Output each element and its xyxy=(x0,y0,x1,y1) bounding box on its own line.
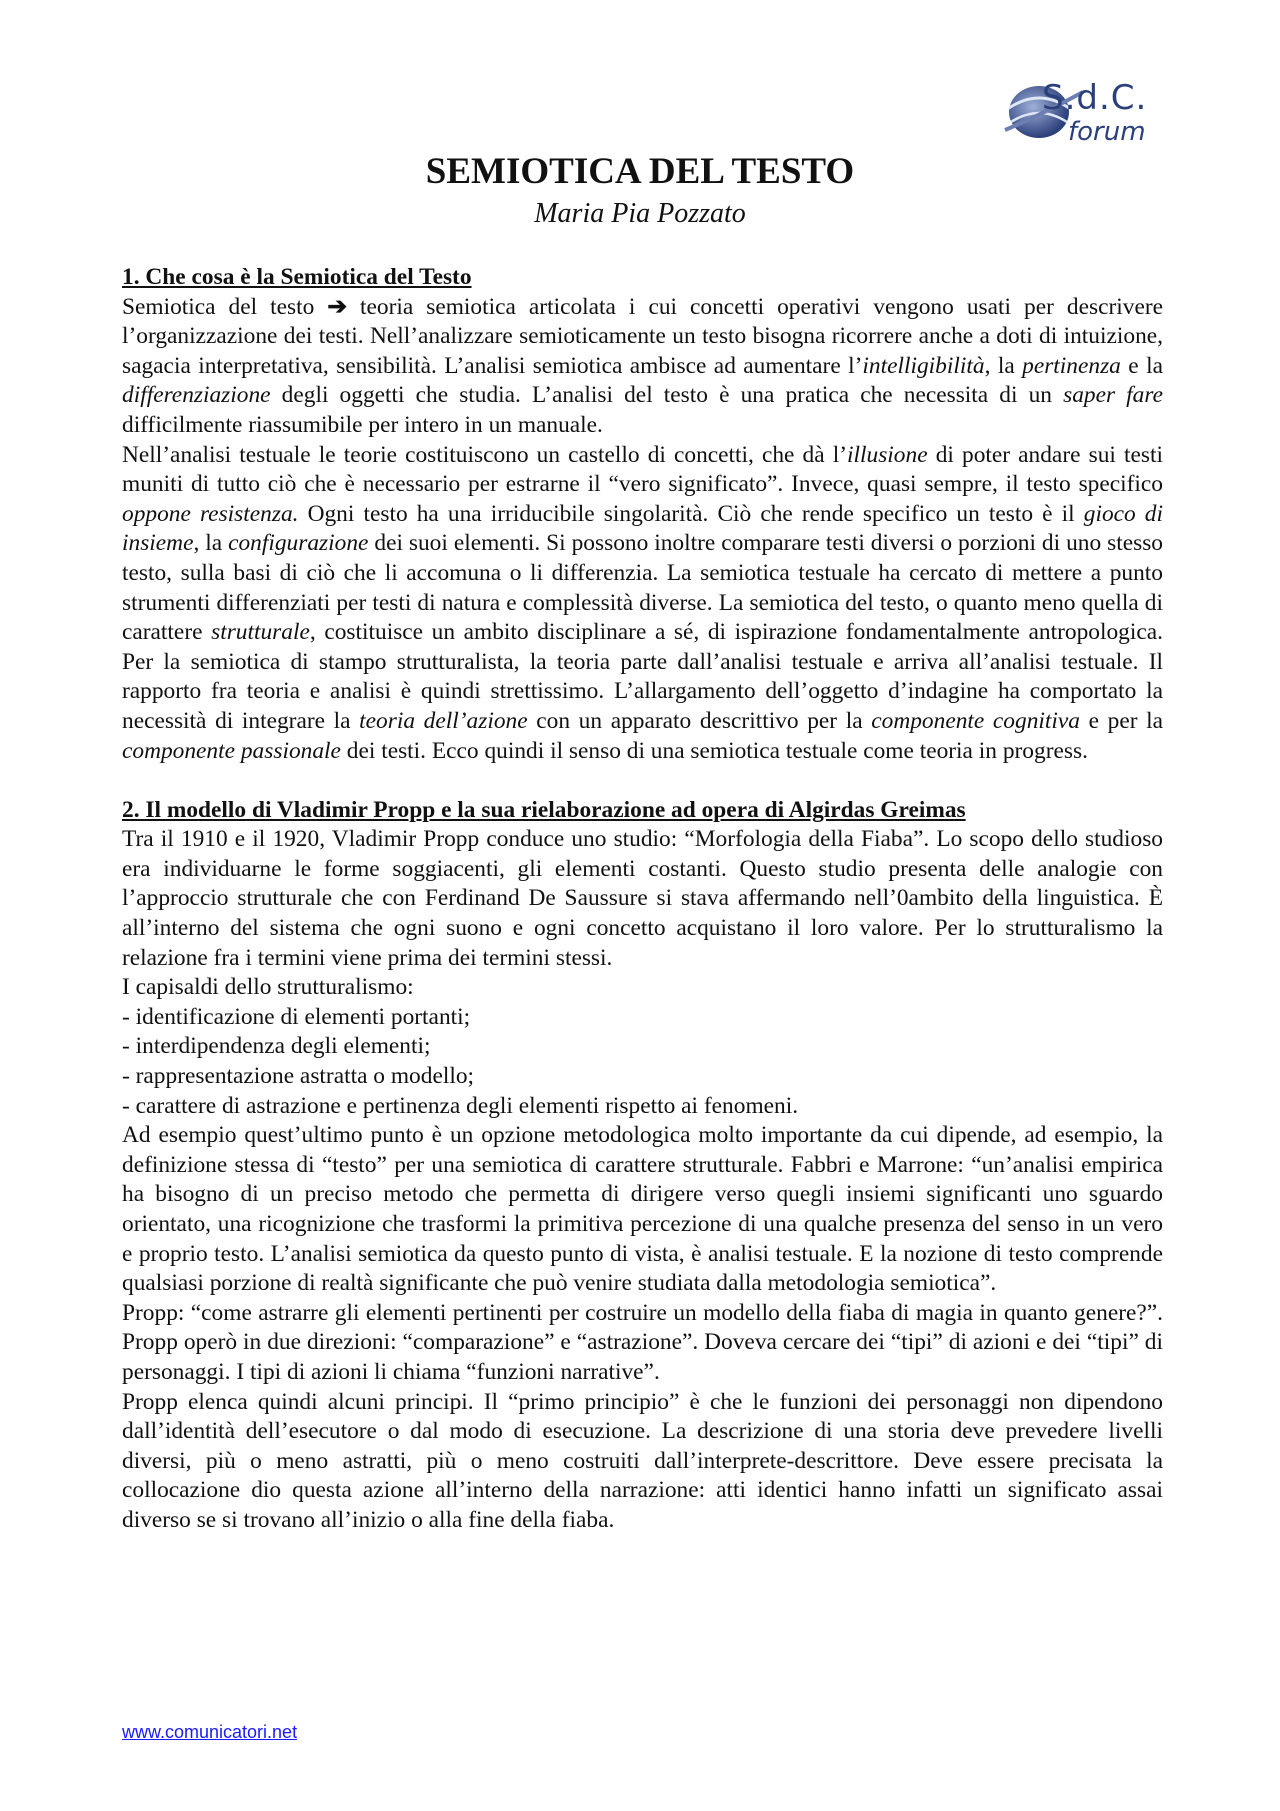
section-1-heading: 1. Che cosa è la Semiotica del Testo xyxy=(122,264,472,290)
author-name: Maria Pia Pozzato xyxy=(534,198,746,229)
list-item: - identificazione di elementi portanti; xyxy=(122,1003,471,1030)
list-item: - interdipendenza degli elementi; xyxy=(122,1033,431,1060)
section-2-paragraph-3: Propp: “come astrarre gli elementi pertinenti per costruire un modello della fiaba di magia in quanto genere?”. Propp operò in due direzioni: “comparazione” e “astrazione”. Doveva cercare dei “tipi” di azioni e dei “tipi” di personaggi. I tipi di azioni li chiama “funzioni narrative”. xyxy=(122,1299,1163,1385)
section-gap xyxy=(122,766,1163,796)
section-2-paragraph-1: Tra il 1910 e il 1920, Vladimir Propp conduce uno studio: “Morfologia della Fiaba”. Lo scopo dello studioso era individuarne le forme soggiacenti, gli elementi costanti. Questo studio presenta delle analogie con l’approccio strutturale che con Ferdinand De Saussure si stava affermando nell’0ambito della linguistica. È all’interno del sistema che ogni suono e ogni concetto acquistano il loro valore. Per lo strutturalismo la relazione fra i termini viene prima dei termini stessi. xyxy=(122,826,1163,971)
logo-subtext: forum xyxy=(1068,117,1146,147)
footer-link[interactable]: www.comunicatori.net xyxy=(122,1722,298,1742)
section-1-paragraph-2: Nell’analisi testuale le teorie costituiscono un castello di concetti, che dà l’illusione di poter andare sui testi muniti di tutto ciò che è necessario per estrarne il “vero significato”. Invece, quasi sempre, il testo specifico oppone resistenza. Ogni testo ha una irriducibile singolarità. Ciò che rende specifico un testo è il gioco di insieme, la configurazione dei suoi elementi. Si possono inoltre comparare testi diversi o porzioni di uno stesso testo, sulla basi di ciò che li accomuna o li differenzia. La semiotica testuale ha cercato di mettere a punto strumenti differenziati per testi di natura e complessità diverse. La semiotica del testo, o quanto meno quella di carattere strutturale, costituisce un ambito disciplinare a sé, di ispirazione fondamentalmente antropologica. Per la semiotica di stampo strutturalista, la teoria parte dall’analisi testuale e arriva all’analisi testuale. Il rapporto fra teoria e analisi è quindi strettissimo. L’allargamento dell’oggetto d’indagine ha comportato la necessità di integrare la teoria dell’azione con un apparato descrittivo per la componente cognitiva e per la componente passionale dei testi. Ecco quindi il senso di una semiotica testuale come teoria in progress. xyxy=(122,441,1164,764)
document-body xyxy=(122,263,1163,1536)
arrow-icon: ➔ xyxy=(327,293,347,320)
page-title: SEMIOTICA DEL TESTO xyxy=(425,151,855,192)
list-item: - rappresentazione astratta o modello; xyxy=(122,1063,475,1090)
section-2-heading: 2. Il modello di Vladimir Propp e la sua rielaborazione ad opera di Algirdas Greimas xyxy=(122,796,966,823)
list-intro: I capisaldi dello strutturalismo: xyxy=(122,974,414,1001)
list-item: - carattere di astrazione e pertinenza degli elementi rispetto ai fenomeni. xyxy=(122,1092,799,1119)
section-1-paragraph-1: Semiotica del testo ➔ teoria semiotica articolata i cui concetti operativi vengono usati per descrivere l’organizzazione dei testi. Nell’analizzare semioticamente un testo bisogna ricorrere anche a doti di intuizione, sagacia interpretativa, sensibilità. L’analisi semiotica ambisce ad aumentare l’intelligibilità, la pertinenza e la differenziazione degli oggetti che studia. L’analisi del testo è una pratica che necessita di un saper fare difficilmente riassumibile per intero in un manuale. xyxy=(122,293,1163,438)
section-2-paragraph-2: Ad esempio quest’ultimo punto è un opzione metodologica molto importante da cui dipende, ad esempio, la definizione stessa di “testo” per una semiotica di carattere strutturale. Fabbri e Marrone: “un’analisi empirica ha bisogno di un preciso metodo che permetta di dirigere verso quegli insiemi significanti uno sguardo orientato, una ricognizione che trasformi la primitiva percezione di una qualche presenza del senso in un vero e proprio testo. L’analisi semiotica da questo punto di vista, è analisi testuale. E la nozione di testo comprende qualsiasi porzione di realtà significante che può venire studiata dalla metodologia semiotica”. xyxy=(122,1122,1163,1297)
logo-text: S.d.C. xyxy=(1042,78,1148,118)
section-2-paragraph-4: Propp elenca quindi alcuni principi. Il “primo principio” è che le funzioni dei personaggi non dipendono dall’identità dell’esecutore o dal modo di esecuzione. La descrizione di una storia deve prevedere livelli diversi, più o meno astratti, più o meno costruiti dall’interprete-descrittore. Deve essere precisata la collocazione dio questa azione all’interno della narrazione: atti identici hanno infatti un significato assai diverso se si trovano all’inizio o alla fine della fiaba. xyxy=(122,1388,1163,1533)
